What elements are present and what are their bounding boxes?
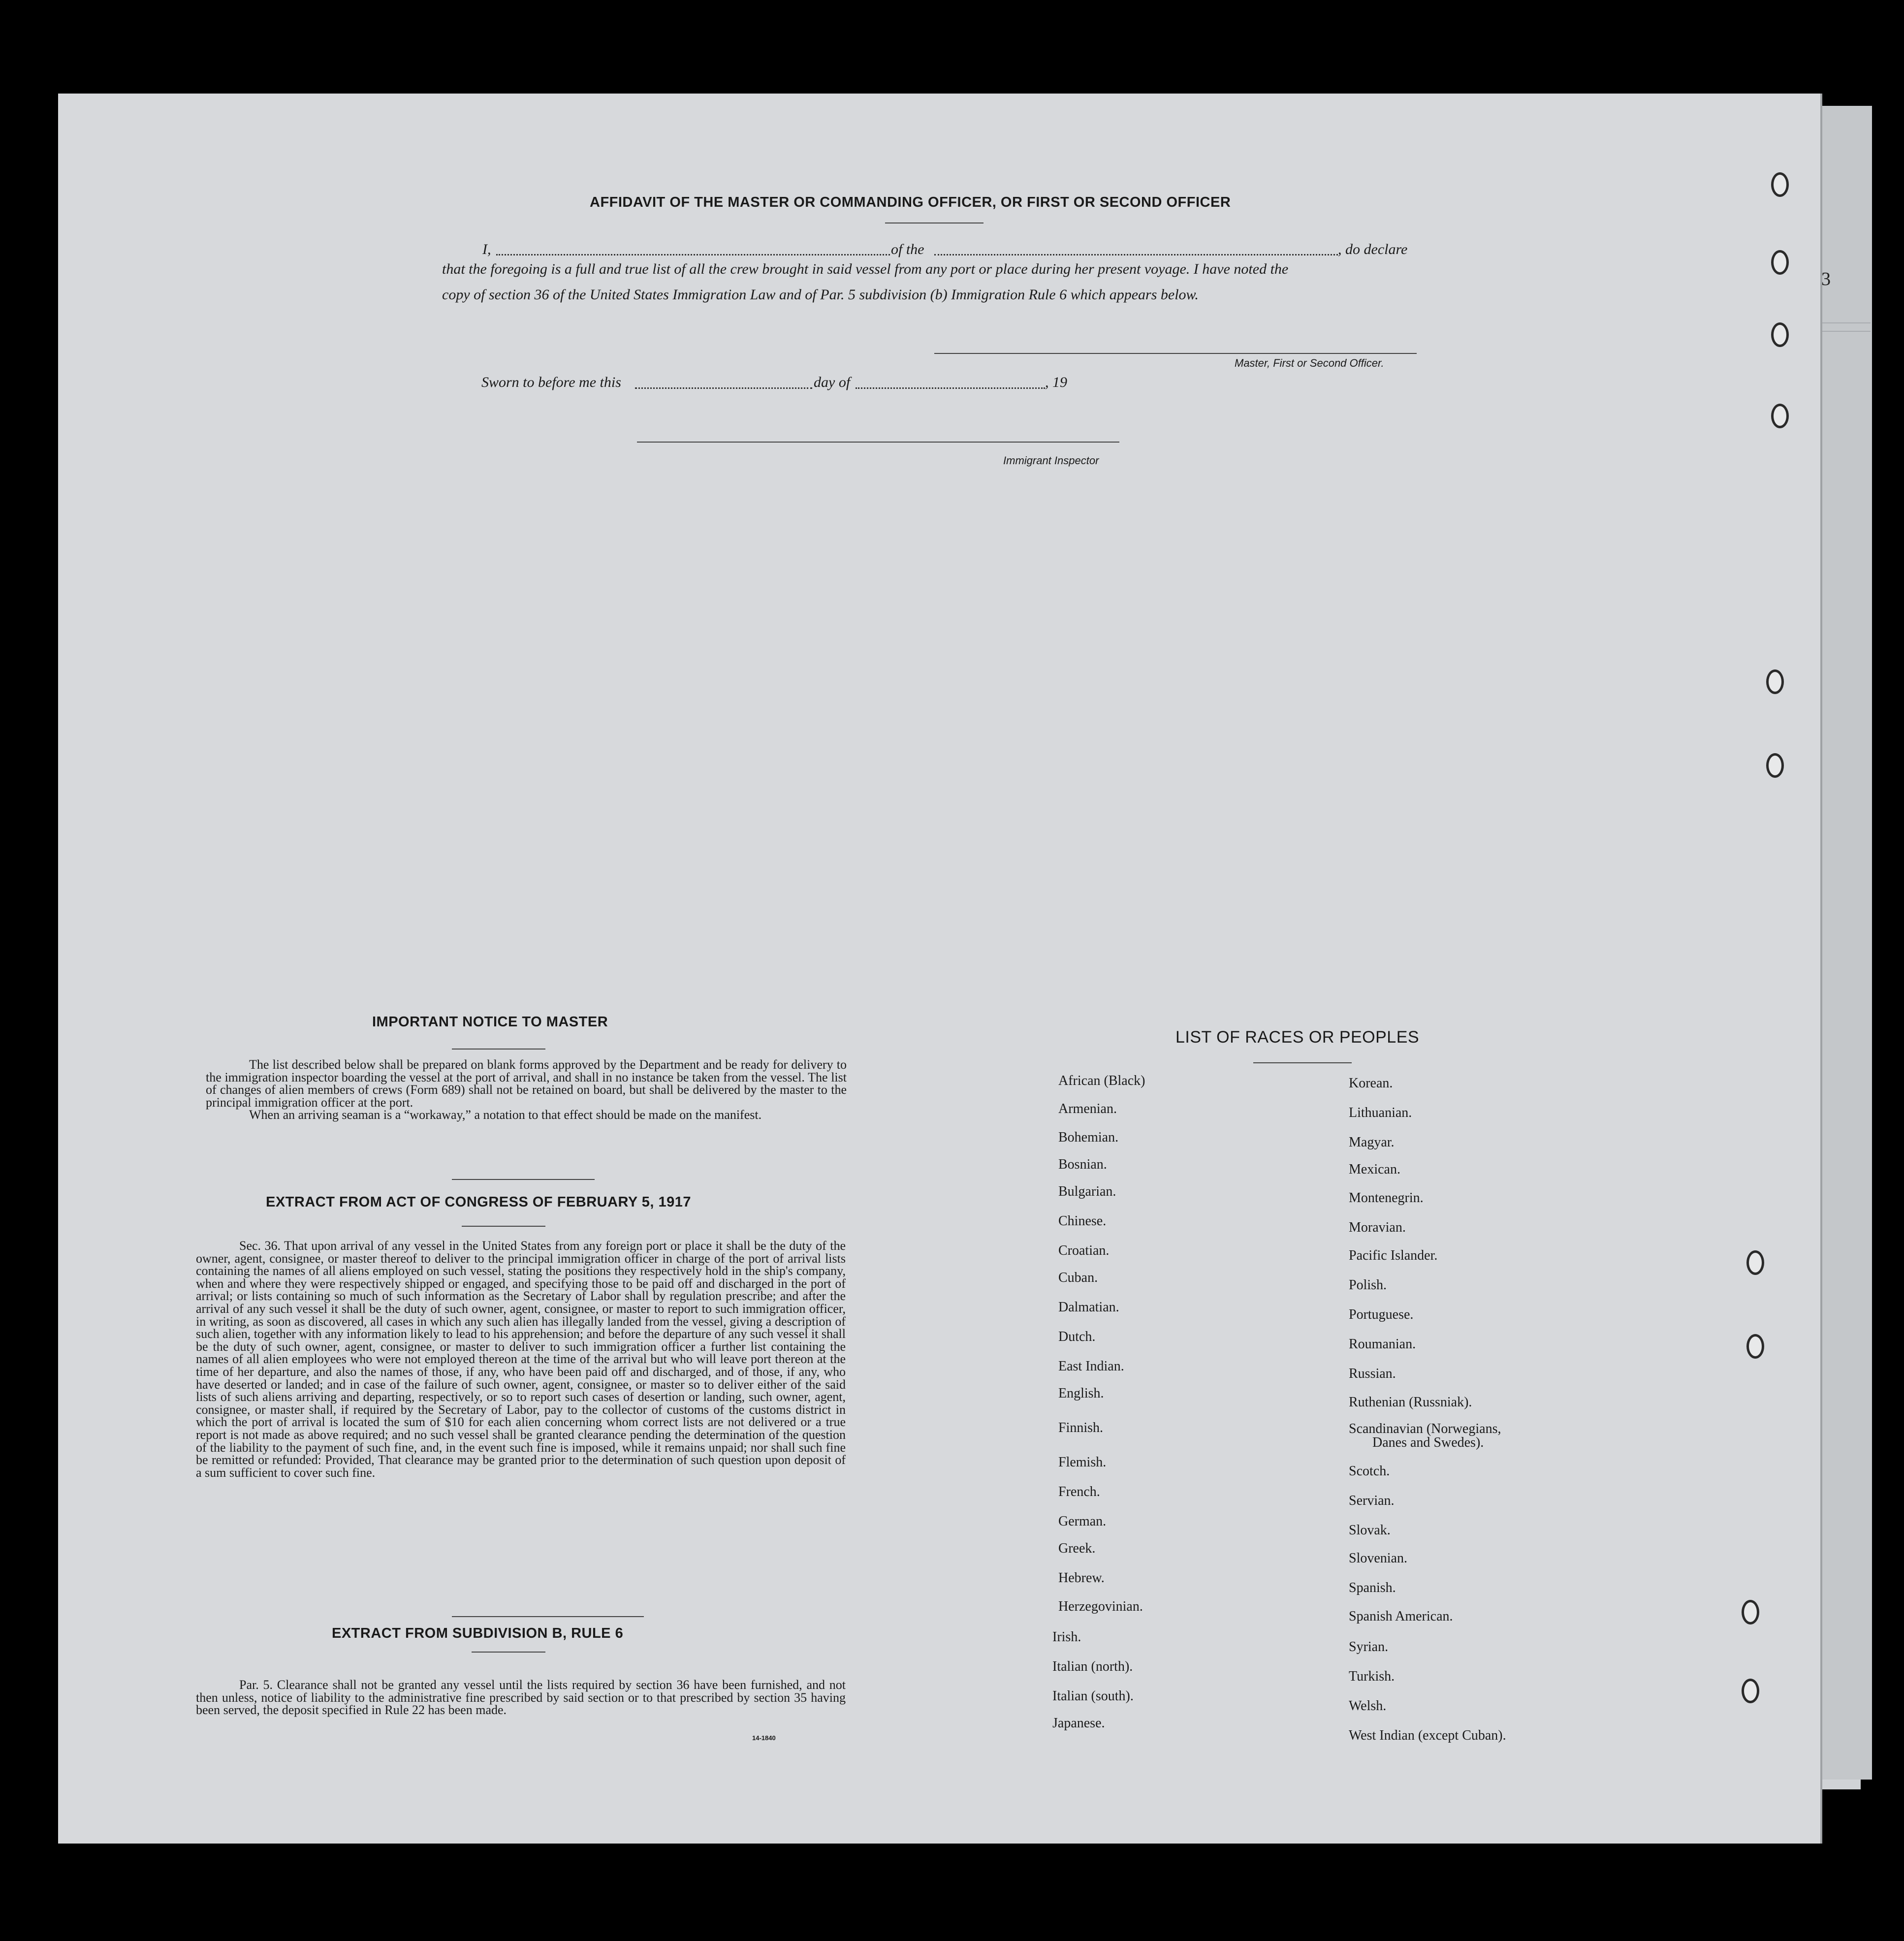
race-item: Hebrew. <box>1058 1570 1105 1586</box>
race-item: Armenian. <box>1058 1101 1117 1116</box>
vessel-field[interactable] <box>934 254 1338 255</box>
race-item: Slovenian. <box>1349 1551 1407 1566</box>
race-item: Montenegrin. <box>1349 1190 1424 1206</box>
ruled-line <box>1816 322 1871 323</box>
day-of-label: day of <box>814 374 851 390</box>
race-item: Mexican. <box>1349 1162 1400 1177</box>
race-item: Turkish. <box>1349 1669 1395 1684</box>
year-label: , 19 <box>1045 374 1067 390</box>
form-page <box>58 94 1820 1844</box>
race-item: East Indian. <box>1058 1359 1124 1374</box>
act-extract-title: EXTRACT FROM ACT OF CONGRESS OF FEBRUARY 5, 1917 <box>266 1194 692 1210</box>
affidavit-title: AFFIDAVIT OF THE MASTER OR COMMANDING OFFICER, OR FIRST OR SECOND OFFICER <box>590 194 1231 210</box>
race-item: Cuban. <box>1058 1270 1098 1285</box>
race-item: Bulgarian. <box>1058 1184 1116 1199</box>
binder-hole <box>1771 172 1789 197</box>
sworn-day-field[interactable] <box>635 387 812 389</box>
race-item: African (Black) <box>1058 1073 1145 1088</box>
race-item: Scotch. <box>1349 1464 1390 1479</box>
race-item: Russian. <box>1349 1366 1396 1381</box>
race-item: Scandinavian (Norwegians, <box>1349 1421 1501 1436</box>
inspector-signature-line[interactable] <box>637 442 1119 443</box>
rule-extract-text: Par. 5. Clearance shall not be granted any vessel until the lists required by section 36 have been furnished, and not then unless, notice of liability to the administrative fine prescribed by said section or to that prescribed by section 35 having been served, the deposit specified in Rule 22 has been made. <box>196 1678 846 1718</box>
sworn-month-field[interactable] <box>856 387 1045 389</box>
race-item: Moravian. <box>1349 1220 1406 1235</box>
race-item: Herzegovinian. <box>1058 1599 1143 1614</box>
race-item: Slovak. <box>1349 1523 1391 1538</box>
binder-hole <box>1766 753 1784 778</box>
ruled-line <box>1816 331 1871 332</box>
race-item: Italian (north). <box>1052 1659 1133 1674</box>
race-item: West Indian (except Cuban). <box>1349 1728 1506 1743</box>
act-extract-text: Sec. 36. That upon arrival of any vessel in the United States from any foreign port or place it shall be the duty of the owner, agent, consignee, or master thereof to deliver to the principal immigration officer in charge of the port of arrival lists containing the names of all aliens employed on such vessel, stating the positions they respectively hold in the ship's company, when and where they were respectively shipped or engaged, and specifying those to be paid off and discharged in the port of arrival; or lists containing so much of such information as the Secretary of Labor shall by regulation prescribe; and after the arrival of any such vessel it shall be the duty of such owner, agent, consignee, or master to report to such immigration officer, in writing, as soon as discovered, all cases in which any such alien has illegally landed from the vessel, giving a description of such alien, together with any information likely to lead to his apprehension; and before the departure of any such vessel it shall be the duty of such owner, agent, consignee, or master to deliver to such immigration officer a further list containing the names of all alien employees who were not employed thereon at the time of the arrival but who will leave port thereon at the time of her departure, and also the names of those, if any, who have been paid off and discharged, and of those, if any, who have deserted or landed; and in case of the failure of such owner, agent, consignee, or master so to deliver either of the said lists of such aliens arriving and departing, respectively, or so to report such cases of desertion or landing, such owner, agent, consignee, or master shall, if required by the Secretary of Labor, pay to the collector of customs of the customs district in which the port of arrival is located the sum of $10 for each alien concerning whom correct lists are not delivered or a true report is not made as above required; and no such vessel shall be granted clearance pending the determination of the question of the liability to the payment of such fine, and, in the event such fine is imposed, while it remains unpaid; nor shall such fine be remitted or refunded: Provided, That clearance may be granted prior to the determination of such question upon deposit of a sum sufficient to cover such fine. <box>196 1239 846 1480</box>
notice-title: IMPORTANT NOTICE TO MASTER <box>372 1014 608 1030</box>
race-item: Korean. <box>1349 1076 1393 1091</box>
master-caption: Master, First or Second Officer. <box>1235 357 1384 369</box>
divider <box>462 1226 545 1227</box>
race-item: Lithuanian. <box>1349 1105 1412 1120</box>
binder-hole <box>1742 1600 1759 1624</box>
name-field[interactable] <box>496 254 890 255</box>
binder-hole <box>1766 669 1784 694</box>
race-item: English. <box>1058 1386 1104 1401</box>
of-the-label: of the <box>891 241 924 257</box>
race-item: Servian. <box>1349 1493 1395 1508</box>
race-item: Welsh. <box>1349 1698 1387 1714</box>
rule-extract-title: EXTRACT FROM SUBDIVISION B, RULE 6 <box>332 1625 624 1641</box>
affidavit-line-2: that the foregoing is a full and true list of all the crew brought in said vessel from any port or place during her present voyage. I have noted the <box>442 261 1289 277</box>
do-declare-label: , do declare <box>1338 241 1408 257</box>
race-item: Croatian. <box>1058 1243 1110 1258</box>
race-item: Dalmatian. <box>1058 1300 1119 1315</box>
divider <box>1253 1062 1352 1063</box>
race-item: Bosnian. <box>1058 1157 1107 1172</box>
binder-hole <box>1742 1679 1759 1703</box>
notice-paragraph-1: The list described below shall be prepared on blank forms approved by the Department and be ready for delivery to the immigration inspector boarding the vessel at the port of arrival, and shall in no instance be taken from the vessel. The list of changes of alien members of crews (Form 689) shall not be retained on board, but shall be delivered by the master to the principal immigration officer at the port. <box>206 1057 847 1110</box>
races-title: LIST OF RACES OR PEOPLES <box>1175 1028 1420 1047</box>
binder-hole <box>1771 322 1789 347</box>
race-item: Portuguese. <box>1349 1307 1414 1322</box>
race-item: Danes and Swedes). <box>1372 1435 1484 1450</box>
race-item: Pacific Islander. <box>1349 1248 1438 1263</box>
race-item: Greek. <box>1058 1541 1096 1556</box>
race-item: Bohemian. <box>1058 1130 1119 1145</box>
race-item: Magyar. <box>1349 1135 1395 1150</box>
divider <box>452 1179 595 1180</box>
binder-hole <box>1746 1250 1764 1275</box>
binder-hole <box>1771 250 1789 275</box>
race-item: French. <box>1058 1484 1100 1499</box>
divider <box>452 1049 545 1050</box>
divider <box>472 1652 545 1653</box>
race-item: Finnish. <box>1058 1420 1104 1435</box>
race-item: Spanish American. <box>1349 1609 1453 1624</box>
binder-hole <box>1746 1334 1764 1359</box>
master-signature-line[interactable] <box>934 353 1417 354</box>
race-item: Italian (south). <box>1052 1688 1134 1704</box>
race-item: Polish. <box>1349 1277 1387 1293</box>
binder-hole <box>1771 404 1789 428</box>
sworn-label: Sworn to before me this <box>481 374 621 390</box>
race-item: Chinese. <box>1058 1213 1107 1229</box>
i-label: I, <box>482 241 491 257</box>
divider <box>452 1616 644 1617</box>
notice-paragraph-2: When an arriving seaman is a “workaway,” a notation to that effect should be made on the manifest. <box>249 1108 762 1122</box>
race-item: Ruthenian (Russniak). <box>1349 1395 1472 1410</box>
inspector-caption: Immigrant Inspector <box>1003 454 1099 467</box>
affidavit-line-3: copy of section 36 of the United States Immigration Law and of Par. 5 subdivision (b) Immigration Rule 6 which appears below. <box>442 286 1199 303</box>
race-item: Irish. <box>1052 1629 1081 1645</box>
race-item: Flemish. <box>1058 1455 1107 1470</box>
race-item: Roumanian. <box>1349 1336 1416 1352</box>
race-item: Syrian. <box>1349 1639 1389 1655</box>
margin-mark: 3 <box>1821 269 1831 289</box>
race-item: German. <box>1058 1514 1107 1529</box>
race-item: Spanish. <box>1349 1580 1396 1595</box>
form-number: 14-1840 <box>752 1734 776 1742</box>
race-item: Japanese. <box>1052 1716 1105 1731</box>
race-item: Dutch. <box>1058 1329 1096 1344</box>
